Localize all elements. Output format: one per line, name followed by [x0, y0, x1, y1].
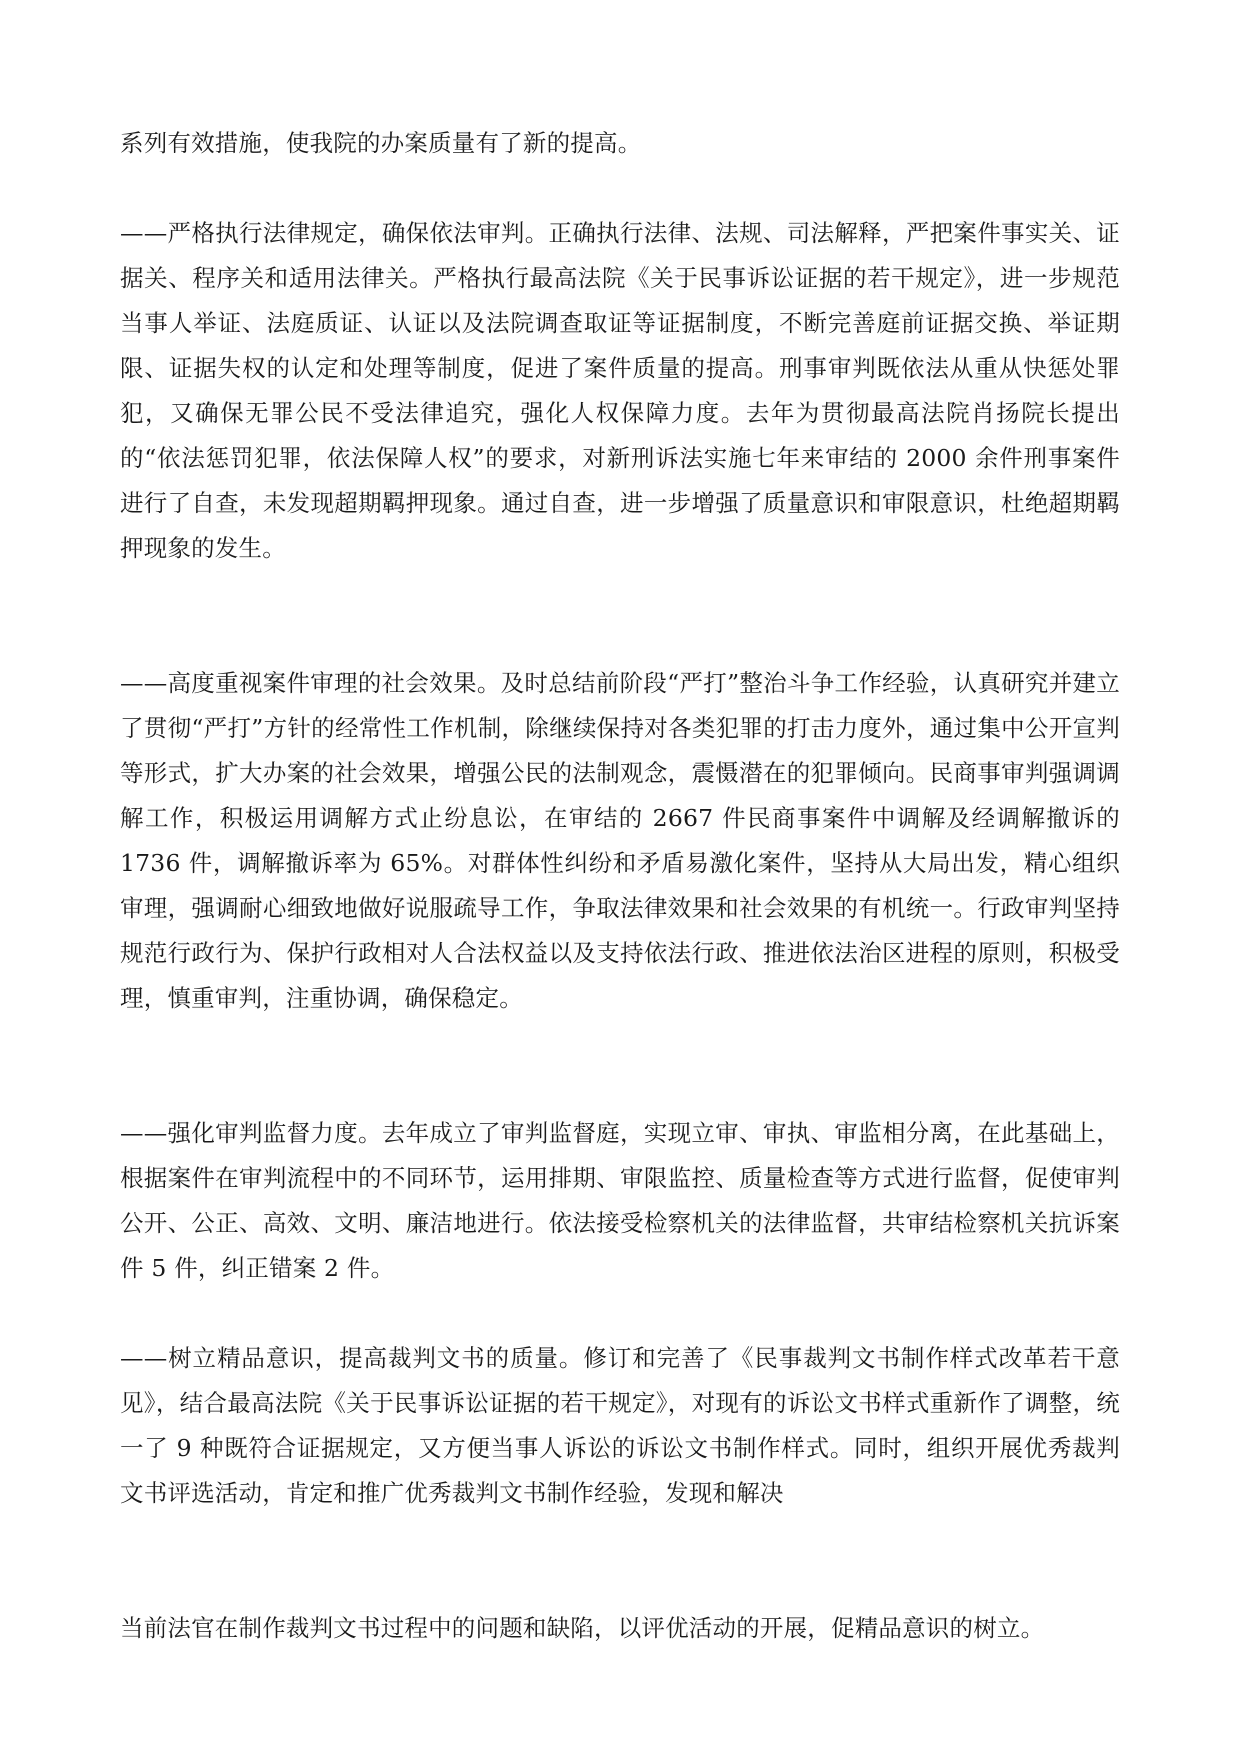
paragraph-lawful-trial: ——严格执行法律规定，确保依法审判。正确执行法律、法规、司法解释，严把案件事实关、证据关、程序关和适用法律关。严格执行最高法院《关于民事诉讼证据的若干规定》，进一步规范当事人举证、法庭质证、认证以及法院调查取证等证据制度，不断完善庭前证据交换、举证期限、证据失权的认定和处理等制度，促进了案件质量的提高。刑事审判既依法从重从快惩处罪犯，又确保无罪公民不受法律追究，强化人权保障力度。去年为贯彻最高法院肖扬院长提出的“依法惩罚犯罪，依法保障人权”的要求，对新刑诉法实施七年来审结的 2000 余件刑事案件进行了自查，未发现超期羁押现象。通过自查，进一步增强了质量意识和审限意识，杜绝超期羁押现象的发生。	[120, 219, 1120, 562]
paragraph-judgment-quality: ——树立精品意识，提高裁判文书的质量。修订和完善了《民事裁判文书制作样式改革若干意见》，结合最高法院《关于民事诉讼证据的若干规定》，对现有的诉讼文书样式重新作了调整，统一了 9 种既符合证据规定，又方便当事人诉讼的诉讼文书制作样式。同时，组织开展优秀裁判文书评选活动，肯定和推广优秀裁判文书制作经验，发现和解决	[120, 1344, 1120, 1507]
paragraph-closing: 当前法官在制作裁判文书过程中的问题和缺陷，以评优活动的开展，促精品意识的树立。	[120, 1614, 1045, 1642]
paragraph-trial-supervision: ——强化审判监督力度。去年成立了审判监督庭，实现立审、审执、审监相分离，在此基础上，根据案件在审判流程中的不同环节，运用排期、审限监控、质量检查等方式进行监督，促使审判公开、公正、高效、文明、廉洁地进行。依法接受检察机关的法律监督，共审结检察机关抗诉案件 5 件，纠正错案 2 件。	[120, 1119, 1120, 1282]
paragraph-intro-continuation: 系列有效措施，使我院的办案质量有了新的提高。	[120, 129, 642, 157]
paragraph-social-effect: ——高度重视案件审理的社会效果。及时总结前阶段“严打”整治斗争工作经验，认真研究并建立了贯彻“严打”方针的经常性工作机制，除继续保持对各类犯罪的打击力度外，通过集中公开宣判等形式，扩大办案的社会效果，增强公民的法制观念，震慑潜在的犯罪倾向。民商事审判强调调解工作，积极运用调解方式止纷息讼，在审结的 2667 件民商事案件中调解及经调解撤诉的 1736 件，调解撤诉率为 65%。对群体性纠纷和矛盾易激化案件，坚持从大局出发，精心组织审理，强调耐心细致地做好说服疏导工作，争取法律效果和社会效果的有机统一。行政审判坚持规范行政行为、保护行政相对人合法权益以及支持依法行政、推进依法治区进程的原则，积极受理，慎重审判，注重协调，确保稳定。	[120, 669, 1120, 1012]
